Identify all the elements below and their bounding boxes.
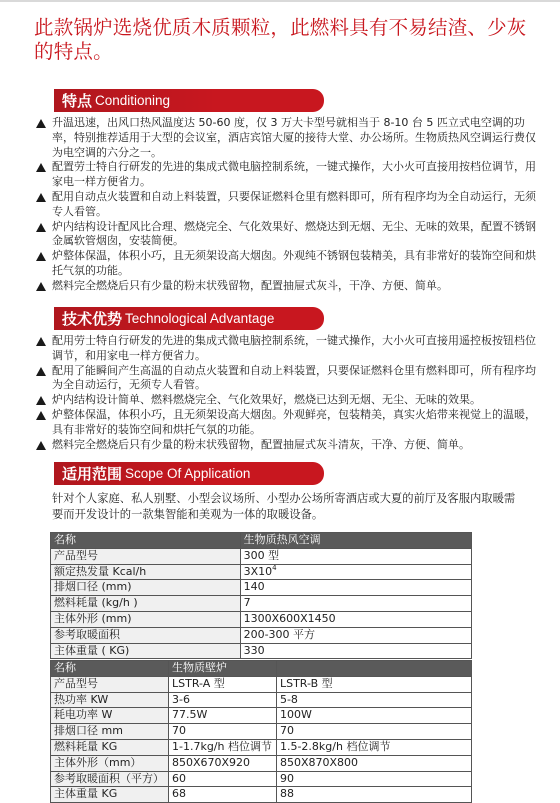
table-cell-label: 额定热发量 Kcal/h bbox=[51, 564, 241, 580]
table-row bbox=[51, 771, 472, 787]
table-cell-value: 70 bbox=[168, 724, 276, 740]
table-cell-label: 主体重量 KG bbox=[51, 787, 169, 803]
table-cell-value: $3X10^4$ bbox=[240, 564, 471, 580]
table-cell-value: LSTR-B 型 bbox=[276, 676, 471, 692]
advantages-title-en: Technological Advantage bbox=[125, 311, 275, 326]
triangle-bullet-icon bbox=[36, 223, 46, 232]
table-cell-value: 5-8 bbox=[276, 692, 471, 708]
table-cell-label: 燃料耗量 KG bbox=[51, 739, 169, 755]
table-cell-label: 主体外形（mm） bbox=[51, 755, 169, 771]
list-item: 燃料完全燃烧后只有少量的粉末状残留物，配置抽屉式灰斗清灰，干净、方便、简单。 bbox=[36, 438, 542, 453]
advantages-banner bbox=[54, 307, 324, 330]
triangle-bullet-icon bbox=[36, 337, 46, 346]
table-row bbox=[51, 676, 472, 692]
page-headline: 此款锅炉选烧优质木质颗粒，此燃料具有不易结渣、少灰的特点。 bbox=[34, 16, 527, 63]
triangle-bullet-icon bbox=[36, 411, 46, 420]
features-title-en: Conditioning bbox=[95, 93, 171, 108]
table-cell-value: 300 型 bbox=[240, 548, 471, 564]
triangle-bullet-icon bbox=[36, 163, 46, 172]
table-cell-value: 68 bbox=[168, 787, 276, 803]
page-top-rule bbox=[0, 0, 560, 2]
table-header-cell: 名称 bbox=[51, 533, 241, 549]
triangle-bullet-icon bbox=[36, 252, 46, 261]
table-cell-value: 140 bbox=[240, 580, 471, 596]
list-item: 配置劳士特自行研发的先进的集成式微电脑控制系统，一键式操作，大小火可直接用按档位调节，用家电一样方便省力。 bbox=[36, 160, 542, 190]
table-cell-label: 主体外形 (mm) bbox=[51, 611, 241, 627]
features-list bbox=[0, 116, 560, 294]
table-cell-label: 参考取暖面积（平方） bbox=[51, 771, 169, 787]
table-cell-value: 100W bbox=[276, 708, 471, 724]
table-cell-label: 产品型号 bbox=[51, 676, 169, 692]
table-row bbox=[51, 627, 472, 643]
table-cell-label: 耗电功率 W bbox=[51, 708, 169, 724]
triangle-bullet-icon bbox=[36, 396, 46, 405]
table-row bbox=[51, 739, 472, 755]
table-header-row bbox=[51, 533, 472, 549]
table-row bbox=[51, 580, 472, 596]
table-header-cell bbox=[276, 661, 471, 677]
advantages-list bbox=[0, 334, 560, 452]
list-item: 配用了能瞬间产生高温的自动点火装置和自动上料装置，只要保证燃料仓里有燃料即可，所有程序均为全自动运行，无须专人看管。 bbox=[36, 364, 542, 394]
table-row bbox=[51, 548, 472, 564]
list-item: 炉内结构设计简单、燃料燃烧完全、气化效果好，燃烧已达到无烟、无尘、无味的效果。 bbox=[36, 393, 542, 408]
table-cell-value: 330 bbox=[240, 643, 471, 659]
table-row bbox=[51, 724, 472, 740]
table-header-cell: 名称 bbox=[51, 661, 169, 677]
list-item: 炉内结构设计配风比合理、燃烧完全、气化效果好、燃烧达到无烟、无尘、无味的效果，配置不锈钢金属软管烟囱，安装简便。 bbox=[36, 220, 542, 250]
application-intro: 针对个人家庭、私人别墅、小型会议场所、小型办公场所寄酒店或大夏的前厅及客服内取暖需要而开发设计的一款集智能和美观为一体的取暖设备。 bbox=[52, 492, 516, 521]
features-title-cn: 特点 bbox=[62, 92, 93, 110]
table-cell-value: 88 bbox=[276, 787, 471, 803]
table-row bbox=[51, 692, 472, 708]
triangle-bullet-icon bbox=[36, 282, 46, 291]
triangle-bullet-icon bbox=[36, 441, 46, 450]
advantages-section bbox=[0, 307, 560, 452]
triangle-bullet-icon bbox=[36, 193, 46, 202]
table-cell-label: 排烟口径 (mm) bbox=[51, 580, 241, 596]
table-cell-value: 850X870X800 bbox=[276, 755, 471, 771]
spec-table-fireplace bbox=[50, 660, 472, 803]
table-cell-label: 排烟口径 mm bbox=[51, 724, 169, 740]
table-cell-value: 1300X600X1450 bbox=[240, 611, 471, 627]
advantages-title-cn: 技术优势 bbox=[62, 310, 123, 328]
list-item: 燃料完全燃烧后只有少量的粉末状残留物，配置抽屉式灰斗，干净、方便、简单。 bbox=[36, 279, 542, 294]
table-cell-value: 200-300 平方 bbox=[240, 627, 471, 643]
spec-table-air-heater bbox=[50, 532, 472, 659]
table-header-cell: 生物质壁炉 bbox=[168, 661, 276, 677]
table-cell-value: 3-6 bbox=[168, 692, 276, 708]
table-cell-label: 产品型号 bbox=[51, 548, 241, 564]
triangle-bullet-icon bbox=[36, 367, 46, 376]
list-item: 配用劳士特自行研发的先进的集成式微电脑控制系统，一键式操作，大小火可直接用遥控板按钮档位调节，和用家电一样方便省力。 bbox=[36, 334, 542, 364]
application-title-en: Scope Of Application bbox=[125, 466, 251, 481]
table-header-row bbox=[51, 661, 472, 677]
list-item: 炉整体保温，体积小巧，且无须架设高大烟囱。外观鲜亮，包装精美，真实火焰带来视觉上的温暖，具有非常好的装饰空间和烘托气氛的功能。 bbox=[36, 408, 542, 438]
table-row bbox=[51, 611, 472, 627]
list-item: 升温迅速，出风口热风温度达 50-60 度，仅 3 万大卡型号就相当于 8-10 台 5 匹立式电空调的功率，特别推荐适用于大型的会议室，酒店宾馆大厦的接待大堂、办公场所。生物质热风空调运行费仅为电空调的六分之一。 bbox=[36, 116, 542, 160]
application-banner bbox=[54, 462, 324, 485]
table-row bbox=[51, 755, 472, 771]
table-cell-value: 1.5-2.8kg/h 档位调节 bbox=[276, 739, 471, 755]
application-section bbox=[0, 462, 560, 485]
table-cell-label: 参考取暖面积 bbox=[51, 627, 241, 643]
table-cell-label: 主体重量 ( KG) bbox=[51, 643, 241, 659]
table-cell-value: 77.5W bbox=[168, 708, 276, 724]
list-item: 炉整体保温，体积小巧，且无须架设高大烟囱。外观纯不锈钢包装精美，具有非常好的装饰空间和烘托气氛的功能。 bbox=[36, 249, 542, 279]
list-item: 配用自动点火装置和自动上料装置，只要保证燃料仓里有燃料即可，所有程序均为全自动运行，无须专人看管。 bbox=[36, 190, 542, 220]
table-header-cell: 生物质热风空调 bbox=[240, 533, 471, 549]
table-row bbox=[51, 564, 472, 580]
table-cell-value: 70 bbox=[276, 724, 471, 740]
exponent: 4 bbox=[272, 563, 277, 572]
table-cell-value: 850X670X920 bbox=[168, 755, 276, 771]
table-row bbox=[51, 708, 472, 724]
table-cell-value: 1-1.7kg/h 档位调节 bbox=[168, 739, 276, 755]
table-cell-value: 7 bbox=[240, 596, 471, 612]
table-cell-label: 热功率 KW bbox=[51, 692, 169, 708]
application-title-cn: 适用范围 bbox=[62, 465, 123, 483]
table-row bbox=[51, 643, 472, 659]
triangle-bullet-icon bbox=[36, 119, 46, 128]
table-cell-label: 燃料耗量 (kg/h ) bbox=[51, 596, 241, 612]
table-row bbox=[51, 787, 472, 803]
table-cell-value: 90 bbox=[276, 771, 471, 787]
features-banner bbox=[54, 89, 324, 112]
table-cell-value: 60 bbox=[168, 771, 276, 787]
table-row bbox=[51, 596, 472, 612]
table-cell-value: LSTR-A 型 bbox=[168, 676, 276, 692]
features-section bbox=[0, 89, 560, 294]
